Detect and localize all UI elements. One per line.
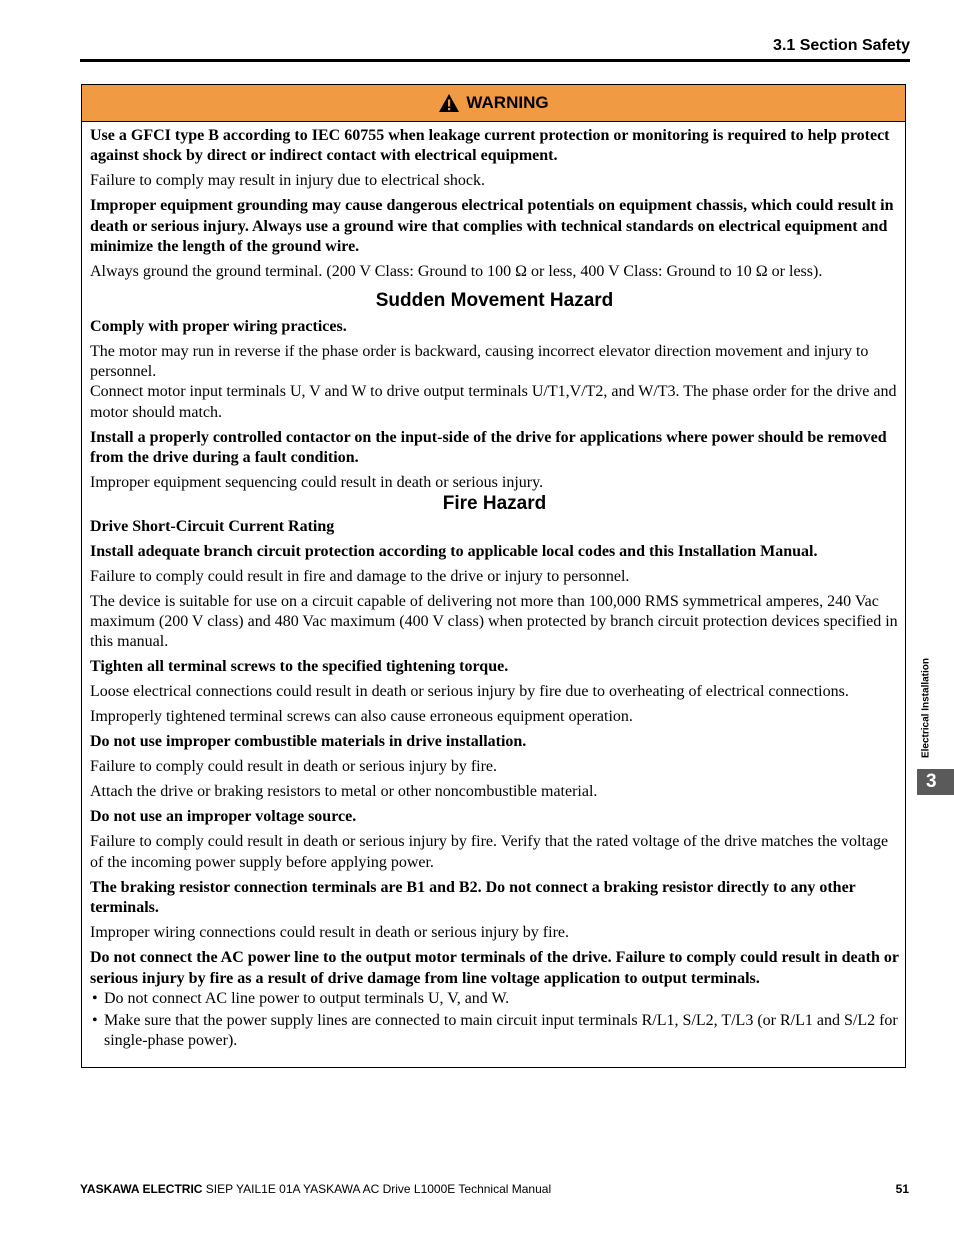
warning-instruction: Do not connect the AC power line to the output motor terminals of the drive. Failure to comply could result in death or serious injury by fire as a result of drive damage from line voltage application to output terminals. [90, 949, 899, 987]
warning-instruction: Comply with proper wiring practices. [90, 317, 347, 335]
warning-instruction: The braking resistor connection terminals are B1 and B2. Do not connect a braking resistor directly to any other terminals. [90, 878, 856, 917]
warning-consequence: Improperly tightened terminal screws can also cause erroneous equipment operation. [90, 708, 633, 726]
chapter-side-label [919, 650, 933, 765]
bullet-list [90, 989, 899, 1051]
chapter-number-tab: 3 [917, 769, 954, 795]
hazard-heading: Fire Hazard [442, 492, 547, 514]
warning-consequence: Improper wiring connections could result in death or serious injury by fire. [90, 924, 569, 942]
hazard-heading: Sudden Movement Hazard [375, 289, 614, 311]
warning-consequence: Attach the drive or braking resistors to metal or other noncombustible material. [90, 783, 598, 801]
bullet-item: • Make sure that the power supply lines are connected to main circuit input terminals R/L1, S/L2, T/L3 (or R/L1 and S/L2 for single-phase power). [90, 1011, 899, 1052]
warning-consequence: Improper equipment sequencing could result in death or serious injury. [90, 474, 544, 492]
warning-instruction: Do not use improper combustible materials in drive installation. [90, 733, 527, 751]
footer [80, 1182, 551, 1196]
warning-consequence: Connect motor input terminals U, V and W to drive output terminals U/T1,V/T2, and W/T3. The phase order for the drive and motor should match. [90, 383, 897, 421]
warning-instruction: Tighten all terminal screws to the specified tightening torque. [90, 658, 509, 676]
warning-instruction: Improper equipment grounding may cause dangerous electrical potentials on equipment chassis, which could result in death or serious injury. Always use a ground wire that complies with technical standards on electrical equipment and minimize the length of the ground wire. [90, 197, 894, 256]
warning-instruction: Install adequate branch circuit protection according to applicable local codes and this Installation Manual. [90, 542, 818, 560]
warning-consequence: Failure to comply could result in death or serious injury by fire. [90, 758, 498, 776]
warning-consequence: Failure to comply may result in injury due to electrical shock. [90, 172, 486, 190]
section-title: 3.1 Section Safety [773, 37, 910, 54]
warning-instruction: Drive Short-Circuit Current Rating [90, 517, 335, 535]
page-number: 51 [895, 1182, 909, 1196]
header-rule [80, 59, 910, 62]
bullet-item: • Do not connect AC line power to output terminals U, V, and W. [90, 989, 899, 1009]
warning-consequence: Always ground the ground terminal. (200 V Class: Ground to 100 Ω or less, 400 V Class: Ground to 10 Ω or less). [90, 263, 823, 281]
footer-brand: YASKAWA ELECTRIC [80, 1182, 203, 1196]
warning-instruction: Use a GFCI type B according to IEC 60755 when leakage current protection or monitoring is required to help protect against shock by direct or indirect contact with electrical equipment. [90, 127, 890, 165]
warning-consequence: The device is suitable for use on a circuit capable of delivering not more than 100,000 RMS symmetrical amperes, 240 Vac maximum (200 V class) and 480 Vac maximum (400 V class) when protected by branch circuit protection devices specified in this manual. [90, 592, 898, 651]
warning-consequence: The motor may run in reverse if the phase order is backward, causing incorrect elevator direction movement and injury to personnel. [90, 342, 869, 381]
warning-consequence: Failure to comply could result in death or serious injury by fire. Verify that the rated voltage of the drive matches the voltage of the incoming power supply before applying power. [90, 833, 889, 871]
warning-instruction: Do not use an improper voltage source. [90, 808, 357, 826]
warning-consequence: Loose electrical connections could result in death or serious injury by fire due to overheating of electrical connections. [90, 683, 849, 701]
warning-label: WARNING [466, 93, 549, 112]
warning-consequence: Failure to comply could result in fire and damage to the drive or injury to personnel. [90, 567, 630, 585]
warning-instruction: Install a properly controlled contactor on the input-side of the drive for applications where power should be removed from the drive during a fault condition. [90, 428, 887, 467]
warning-triangle-icon [438, 93, 460, 113]
warning-box [81, 84, 906, 1068]
warning-content [82, 122, 905, 1051]
footer-manual-title: SIEP YAIL1E 01A YASKAWA AC Drive L1000E Technical Manual [202, 1182, 552, 1196]
chapter-side-label-text: Electrical Installation [920, 657, 932, 758]
warning-header [82, 85, 905, 122]
